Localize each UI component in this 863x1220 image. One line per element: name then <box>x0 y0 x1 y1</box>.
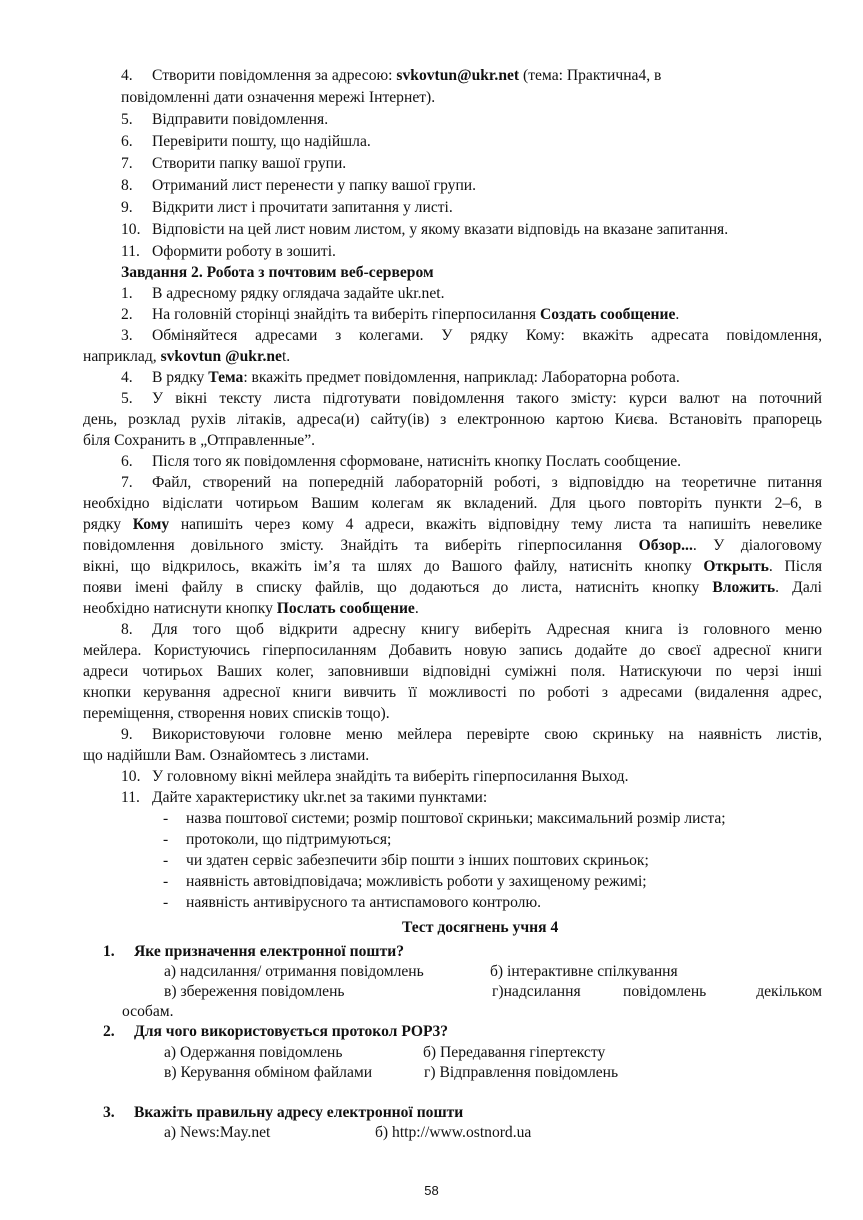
q1-option-b: б) інтерактивне спілкування <box>490 963 678 980</box>
task2-item-4: 4. В рядку Тема: вкажіть предмет повідомлення, наприклад: Лабораторна робота. <box>121 369 680 386</box>
bullet-item: - протоколи, що підтримуються; <box>0 829 863 850</box>
q1-option-v: в) збереження повідомлень <box>164 983 345 1000</box>
bullet-item: - наявність автовідповідача; можливість роботи у захищеному режимі; <box>0 871 863 892</box>
task1-item-6: 6. Перевірити пошту, що надійшла. <box>121 133 371 150</box>
task2-item-8-l5: переміщення, створення нових списків тощо). <box>83 705 390 722</box>
task2-item-7-l3: рядку Кому напишіть через кому 4 адреси, вкажіть відповідну тему листа та напишіть невелике <box>83 516 822 533</box>
bullet-dash: - <box>163 852 169 869</box>
task2-item-5-cont: день, розклад рухів літаків, адреса(и) сайту(ів) з електронною картою Києва. Встановіть прапорець <box>83 411 822 428</box>
task1-item-11: 11. Оформити роботу в зошиті. <box>121 243 336 260</box>
q2-option-g: г) Відправлення повідомлень <box>424 1064 619 1081</box>
task1-item-4: 4. Створити повідомлення за адресою: svkovtun@ukr.net (тема: Практична4, в <box>121 67 662 84</box>
task2-heading: Завдання 2. Робота з почтовим веб-сервером <box>121 264 434 281</box>
task1-item-9: 9. Відкрити лист і прочитати запитання у листі. <box>121 199 453 216</box>
email-address: svkovtun@ukr.net <box>396 67 520 84</box>
q2-option-a: а) Одержання повідомлень <box>164 1044 343 1061</box>
task2-item-7-l6: появи імені файлу в списку файлів, що додаються до листа, натисніть кнопку Вложить. Далі <box>83 579 822 596</box>
task2-item-7-l4: повідомлення довільного змісту. Знайдіть та виберіть гіперпосилання Обзор.... У діалоговому <box>83 537 822 554</box>
task2-item-5-cont2: біля Сохранить в „Отправленные”. <box>83 432 316 449</box>
task2-item-2: 2. На головній сторінці знайдіть та виберіть гіперпосилання Создать сообщение. <box>121 306 680 323</box>
task2-item-5: 5. У вікні тексту листа підготувати повідомлення такого змісту: курси валют на поточний <box>121 390 822 407</box>
bullet-dash: - <box>163 831 169 848</box>
page-number: 58 <box>424 1183 439 1198</box>
bullet-item: - наявність антивірусного та антиспамового контролю. <box>0 892 863 913</box>
task2-item-3-cont: наприклад, svkovtun @ukr.net. <box>83 348 291 365</box>
task2-item-8-l3: адреси чотирьох Ваших колег, заповнивши відповідні суміжні поля. Натискуючи по черзі інші <box>83 663 822 680</box>
q1-option-a: а) надсилання/ отримання повідомлень <box>164 963 424 980</box>
bullet-item: - чи здатен сервіс забезпечити збір пошти з інших поштових скриньок; <box>0 850 863 871</box>
test-title: Тест досягнень учня 4 <box>402 919 559 936</box>
task2-item-11: 11. Дайте характеристику ukr.net за такими пунктами: <box>121 789 488 806</box>
bullet-dash: - <box>163 810 169 827</box>
task2-item-6: 6. Після того як повідомлення сформоване, натисніть кнопку Послать сообщение. <box>121 453 682 470</box>
task1-item-4-cont: повідомленні дати означення мережі Інтернет). <box>121 89 436 106</box>
q1-option-g-word3: декільком <box>756 983 822 1000</box>
task1-item-5: 5. Відправити повідомлення. <box>121 111 329 128</box>
bullet-dash: - <box>163 894 169 911</box>
task2-item-7-l7: необхідно натиснути кнопку Послать сообщение. <box>83 600 419 617</box>
task1-item-8: 8. Отриманий лист перенести у папку вашої групи. <box>121 177 477 194</box>
question-2: 2. Для чого використовується протокол POP3? <box>103 1023 449 1040</box>
task2-item-9-l2: що надійшли Вам. Ознайомтесь з листами. <box>83 747 370 764</box>
bullet-item: - назва поштової системи; розмір поштової скриньки; максимальний розмір листа; <box>0 808 863 829</box>
task2-item-7-l2: необхідно відіслати чотирьом Вашим колегам як вкладений. Для цього повторіть пункти 2–6, в <box>83 495 822 512</box>
q1-option-g-word1: г)надсилання <box>492 983 581 1000</box>
q1-option-g-cont: особам. <box>122 1003 174 1020</box>
task1-item-10: 10. Відповісти на цей лист новим листом, у якому вказати відповідь на вказане запитання. <box>121 221 729 238</box>
task2-item-3: 3. Обміняйтеся адресами з колегами. У рядку Кому: вкажіть адресата повідомлення, <box>121 327 822 344</box>
question-1: 1. Яке призначення електронної пошти? <box>103 943 405 960</box>
q2-option-b: б) Передавання гіпертексту <box>423 1044 606 1061</box>
task1-item-7: 7. Створити папку вашої групи. <box>121 155 347 172</box>
task2-item-8-l2: мейлера. Користуючись гіперпосиланням Добавить новую запись додайте до своєї адресної книги <box>83 642 822 659</box>
q3-option-a: а) News:May.net <box>164 1124 271 1141</box>
bullet-dash: - <box>163 873 169 890</box>
task2-item-8-l4: кнопки керування адресної книги вивчить її можливості по роботі з адресами (видалення адрес, <box>83 684 822 701</box>
task2-item-8: 8. Для того щоб відкрити адресну книгу виберіть Адресная книга із головного меню <box>121 621 822 638</box>
q2-option-v: в) Керування обміном файлами <box>164 1064 373 1081</box>
question-3: 3. Вкажіть правильну адресу електронної пошти <box>103 1104 464 1121</box>
task2-item-7: 7. Файл, створений на попередній лабораторній роботі, з відповіддю на теоретичне питання <box>121 474 822 491</box>
task2-item-1: 1. В адресному рядку оглядача задайте ukr.net. <box>121 285 445 302</box>
task2-item-10: 10. У головному вікні мейлера знайдіть та виберіть гіперпосилання Выход. <box>121 768 629 785</box>
task2-item-9: 9. Використовуючи головне меню мейлера перевірте свою скриньку на наявність листів, <box>121 726 822 743</box>
task2-item-7-l5: вікні, що відкрилось, вкажіть ім’я та шлях до Вашого файлу, натисніть кнопку Открыть. Після <box>83 558 822 575</box>
q3-option-b: б) http://www.ostnord.ua <box>375 1124 532 1141</box>
q1-option-g-word2: повідомлень <box>623 983 707 1000</box>
